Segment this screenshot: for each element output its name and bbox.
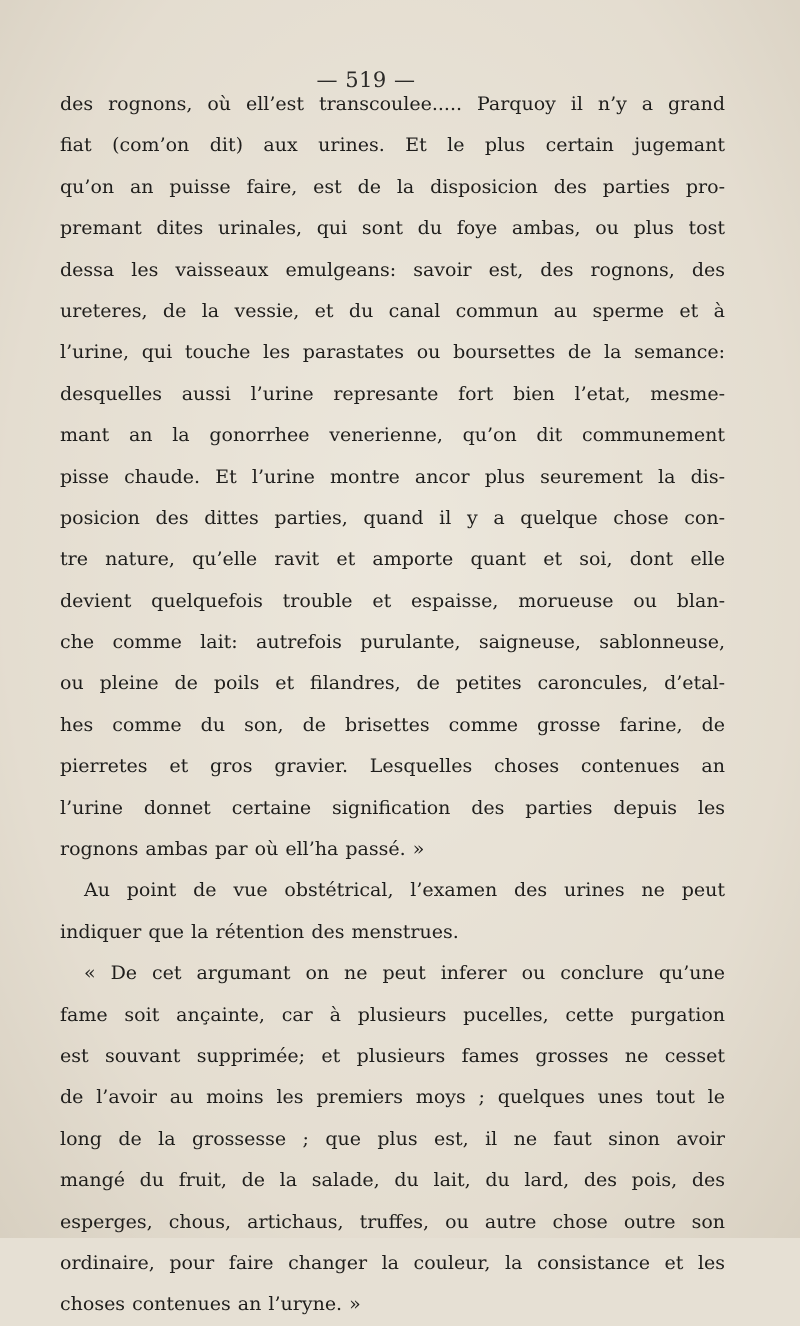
text-line: long de la grossesse ; que plus est, il ne faut sinon avoir <box>60 1127 725 1150</box>
text-line: pisse chaude. Et l’urine montre ancor plus seurement la dis- <box>60 465 725 488</box>
text-line: pierretes et gros gravier. Lesquelles choses contenues an <box>60 755 725 778</box>
body-text <box>60 84 725 1326</box>
paragraph-2 <box>60 870 725 953</box>
paragraph-1 <box>60 84 725 870</box>
text-line: posicion des dittes parties, quand il y a quelque chose con- <box>60 506 725 529</box>
text-line: mangé du fruit, de la salade, du lait, du lard, des pois, des <box>60 1169 725 1192</box>
text-line: tre nature, qu’elle ravit et amporte quant et soi, dont elle <box>60 548 725 571</box>
text-line: « De cet argumant on ne peut inferer ou conclure qu’une <box>84 962 725 985</box>
text-line: choses contenues an l’uryne. » <box>60 1293 361 1316</box>
text-line: hes comme du son, de brisettes comme grosse farine, de <box>60 713 725 736</box>
text-line: devient quelquefois trouble et espaisse, morueuse ou blan- <box>60 589 725 612</box>
text-line: fiat (com’on dit) aux urines. Et le plus certain jugemant <box>60 134 725 157</box>
text-line: des rognons, où ell’est transcoulee..... Parquoy il n’y a grand <box>60 93 725 115</box>
text-line: l’urine donnet certaine signification des parties depuis les <box>60 796 725 819</box>
text-line: est souvant supprimée; et plusieurs fames grosses ne cesset <box>60 1044 725 1067</box>
text-line: indiquer que la rétention des menstrues. <box>60 920 459 943</box>
text-line: de l’avoir au moins les premiers moys ; quelques unes tout le <box>60 1086 725 1109</box>
text-line: Au point de vue obstétrical, l’examen des urines ne peut <box>84 879 725 902</box>
page-number: — 519 — <box>316 68 416 92</box>
text-line: ureteres, de la vessie, et du canal commun au sperme et à <box>60 299 725 322</box>
text-line: dessa les vaisseaux emulgeans: savoir est, des rognons, des <box>60 258 725 281</box>
text-line: qu’on an puisse faire, est de la disposicion des parties pro- <box>60 175 725 198</box>
text-line: desquelles aussi l’urine represante fort bien l’etat, mesme- <box>60 382 725 405</box>
text-line: esperges, chous, artichaus, truffes, ou autre chose outre son <box>60 1210 725 1233</box>
text-line: mant an la gonorrhee venerienne, qu’on dit communement <box>60 424 725 447</box>
text-line: ou pleine de poils et filandres, de petites caroncules, d’etal- <box>60 672 725 695</box>
text-line: rognons ambas par où ell’ha passé. » <box>60 838 425 861</box>
text-line: premant dites urinales, qui sont du foye ambas, ou plus tost <box>60 217 725 240</box>
paragraph-3 <box>60 953 725 1326</box>
text-line: che comme lait: autrefois purulante, saigneuse, sablonneuse, <box>60 631 725 654</box>
text-line: l’urine, qui touche les parastates ou boursettes de la semance: <box>60 341 725 364</box>
text-line: fame soit ançainte, car à plusieurs pucelles, cette purgation <box>60 1003 725 1026</box>
text-line: ordinaire, pour faire changer la couleur, la consistance et les <box>60 1251 725 1274</box>
